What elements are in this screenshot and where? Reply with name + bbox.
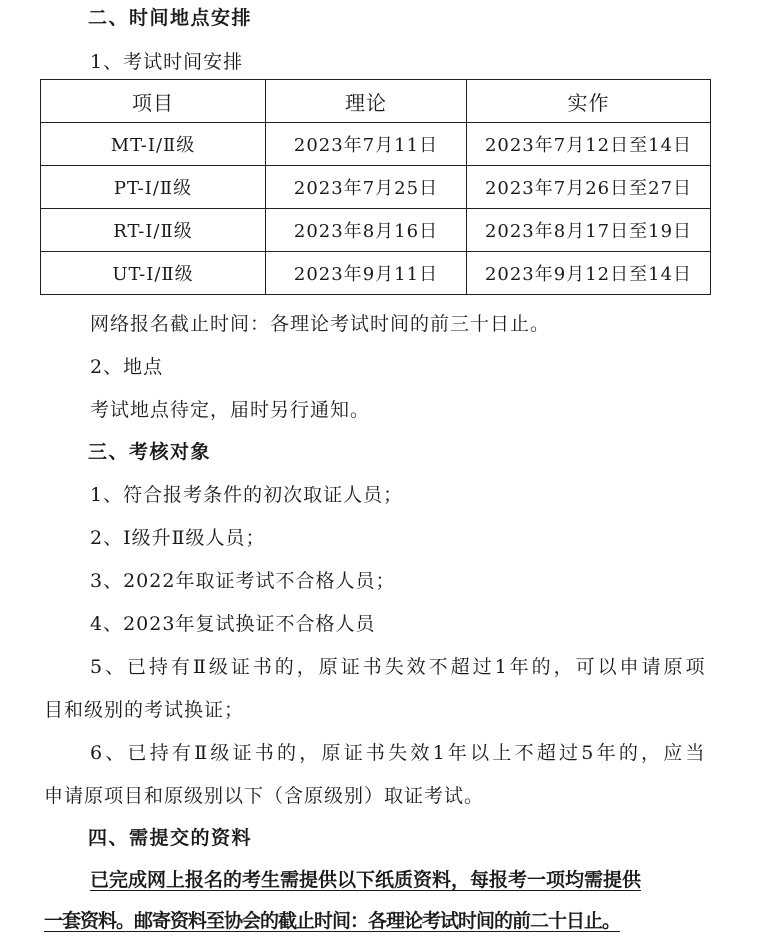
eligibility-item: 1、符合报考条件的初次取证人员； bbox=[90, 484, 404, 506]
exam-schedule-table bbox=[40, 79, 711, 295]
table-cell-theory: 2023年7月25日 bbox=[266, 166, 467, 209]
table-cell-theory: 2023年9月11日 bbox=[266, 252, 467, 295]
table-cell-item: UT-Ⅰ/Ⅱ级 bbox=[41, 252, 266, 295]
eligibility-item: 3、2022年取证考试不合格人员； bbox=[90, 570, 396, 592]
section-2-heading: 二、时间地点安排 bbox=[88, 7, 253, 29]
table-cell-theory: 2023年7月11日 bbox=[266, 123, 467, 166]
materials-requirement-line-2: 一套资料。邮寄资料至协会的截止时间：各理论考试时间的前二十日止。 bbox=[44, 910, 621, 932]
column-header-item: 项目 bbox=[41, 80, 266, 123]
eligibility-item-continued: 申请原项目和原级别以下（含原级别）取证考试。 bbox=[44, 785, 485, 807]
table-cell-theory: 2023年8月16日 bbox=[266, 209, 467, 252]
subsection-exam-schedule: 1、考试时间安排 bbox=[90, 51, 244, 73]
table-cell-practical: 2023年9月12日至14日 bbox=[467, 252, 711, 295]
table-row bbox=[41, 252, 711, 295]
section-3-heading: 三、考核对象 bbox=[88, 441, 212, 463]
materials-requirement-line-1: 已完成网上报名的考生需提供以下纸质资料，每报考一项均需提供 bbox=[90, 869, 642, 891]
table-cell-practical: 2023年7月26日至27日 bbox=[467, 166, 711, 209]
table-cell-practical: 2023年8月17日至19日 bbox=[467, 209, 711, 252]
subsection-location: 2、地点 bbox=[90, 356, 164, 378]
eligibility-item: 6、已持有Ⅱ级证书的，原证书失效1年以上不超过5年的，应当 bbox=[90, 742, 705, 764]
column-header-practical: 实作 bbox=[467, 80, 711, 123]
section-4-heading: 四、需提交的资料 bbox=[88, 827, 253, 849]
table-cell-practical: 2023年7月12日至14日 bbox=[467, 123, 711, 166]
table-header-row bbox=[41, 80, 711, 123]
table-row bbox=[41, 209, 711, 252]
eligibility-item: 5、已持有Ⅱ级证书的，原证书失效不超过1年的，可以申请原项 bbox=[90, 656, 705, 678]
table-row bbox=[41, 166, 711, 209]
eligibility-item: 2、Ⅰ级升Ⅱ级人员； bbox=[90, 527, 266, 549]
column-header-theory: 理论 bbox=[266, 80, 467, 123]
table-cell-item: PT-Ⅰ/Ⅱ级 bbox=[41, 166, 266, 209]
registration-deadline-note: 网络报名截止时间：各理论考试时间的前三十日止。 bbox=[90, 313, 551, 335]
eligibility-item: 4、2023年复试换证不合格人员 bbox=[90, 613, 376, 635]
table-cell-item: MT-Ⅰ/Ⅱ级 bbox=[41, 123, 266, 166]
location-note: 考试地点待定，届时另行通知。 bbox=[90, 399, 371, 421]
eligibility-item-continued: 目和级别的考试换证； bbox=[44, 699, 245, 721]
table-row bbox=[41, 123, 711, 166]
table-cell-item: RT-Ⅰ/Ⅱ级 bbox=[41, 209, 266, 252]
